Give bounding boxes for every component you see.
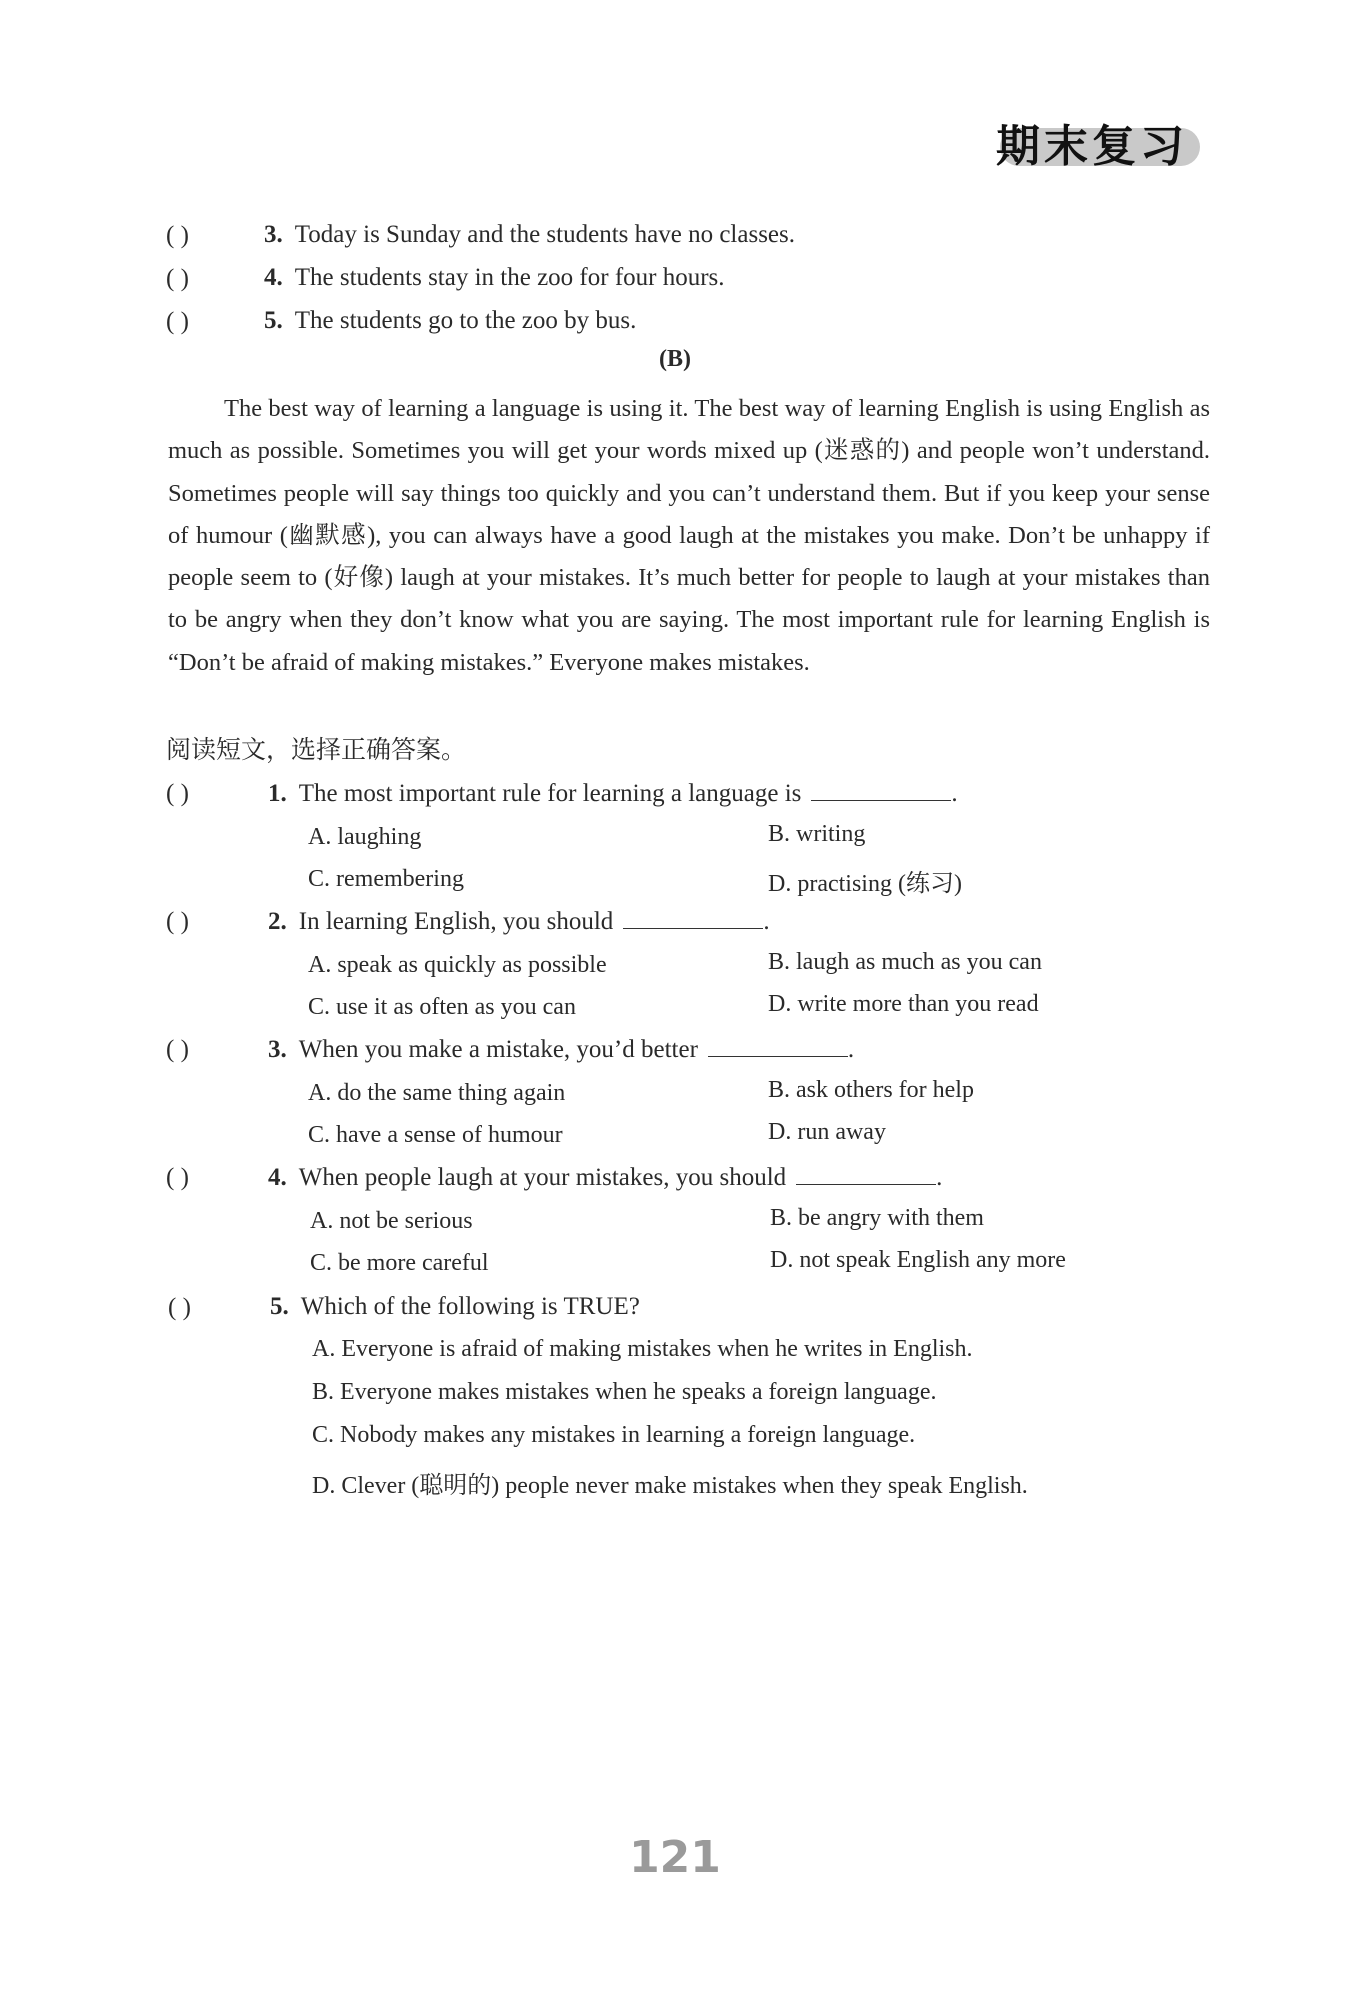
option-b[interactable]: B. laugh as much as you can bbox=[768, 949, 1042, 975]
answer-paren[interactable]: ( ) bbox=[166, 908, 189, 935]
question-number: 5. bbox=[270, 1293, 289, 1320]
option-d[interactable]: D. not speak English any more bbox=[770, 1247, 1066, 1273]
answer-blank[interactable] bbox=[623, 906, 763, 929]
answer-blank[interactable] bbox=[811, 778, 951, 801]
answer-paren[interactable]: ( ) bbox=[166, 265, 189, 292]
question-text: The students go to the zoo by bus. bbox=[294, 307, 637, 334]
answer-paren[interactable]: ( ) bbox=[166, 1164, 189, 1191]
answer-paren[interactable]: ( ) bbox=[166, 308, 189, 335]
page-number: 121 bbox=[629, 1832, 721, 1883]
option-a[interactable]: A. Everyone is afraid of making mistakes when he writes in English. bbox=[312, 1336, 973, 1362]
question-number: 1. bbox=[268, 780, 287, 807]
reading-passage bbox=[168, 388, 1210, 684]
answer-paren[interactable]: ( ) bbox=[166, 1036, 189, 1063]
option-a[interactable]: A. speak as quickly as possible bbox=[308, 952, 607, 978]
option-c[interactable]: C. remembering bbox=[308, 866, 464, 892]
question-number: 2. bbox=[268, 908, 287, 935]
question-text: In learning English, you should bbox=[298, 908, 614, 935]
question-number: 3. bbox=[268, 1036, 287, 1063]
option-d[interactable]: D. run away bbox=[768, 1119, 886, 1145]
question-text: Which of the following is TRUE? bbox=[300, 1293, 640, 1320]
passage-text: The best way of learning a language is using it. The best way of learning English is using English as much as possible. Sometimes you will get your words mixed up (迷惑的) and people won’t understand. Sometimes people will say things too quickly and you can’t understand them. But if you keep your sense of humour (幽默感), you can always have a good laugh at the mistakes you make. Don’t be unhappy if people seem to (好像) laugh at your mistakes. It’s much better for people to laugh at your mistakes than to be angry when they don’t know what you are saying. The most important rule for learning English is “Don’t be afraid of making mistakes.” Everyone makes mistakes. bbox=[168, 395, 1210, 676]
question-number: 3. bbox=[264, 221, 283, 248]
option-c[interactable]: C. Nobody makes any mistakes in learning a foreign language. bbox=[312, 1422, 916, 1448]
badge-text: 期末复习 bbox=[996, 121, 1188, 172]
question-number: 4. bbox=[264, 264, 283, 291]
section-b-title: (B) bbox=[659, 346, 691, 372]
option-a[interactable]: A. not be serious bbox=[310, 1208, 473, 1234]
option-d[interactable]: D. write more than you read bbox=[768, 991, 1039, 1017]
option-c[interactable]: C. be more careful bbox=[310, 1250, 489, 1276]
question-text: The most important rule for learning a language is bbox=[298, 780, 802, 807]
option-a[interactable]: A. laughing bbox=[308, 824, 422, 850]
answer-paren[interactable]: ( ) bbox=[168, 1294, 191, 1321]
question-text: When you make a mistake, you’d better bbox=[298, 1036, 698, 1063]
option-b[interactable]: B. ask others for help bbox=[768, 1077, 974, 1103]
option-d[interactable]: D. practising (练习) bbox=[768, 871, 962, 897]
answer-paren[interactable]: ( ) bbox=[166, 222, 189, 249]
question-text: When people laugh at your mistakes, you should bbox=[298, 1164, 787, 1191]
question-text: Today is Sunday and the students have no classes. bbox=[294, 221, 795, 248]
question-number: 4. bbox=[268, 1164, 287, 1191]
question-text: The students stay in the zoo for four hours. bbox=[294, 264, 725, 291]
answer-paren[interactable]: ( ) bbox=[166, 780, 189, 807]
instruction-text: 阅读短文，选择正确答案。 bbox=[166, 735, 467, 764]
answer-blank[interactable] bbox=[708, 1034, 848, 1057]
option-d[interactable]: D. Clever (聪明的) people never make mistakes when they speak English. bbox=[312, 1473, 1028, 1499]
option-c[interactable]: C. use it as often as you can bbox=[308, 994, 576, 1020]
option-b[interactable]: B. writing bbox=[768, 821, 866, 847]
review-badge bbox=[990, 110, 1200, 170]
answer-blank[interactable] bbox=[796, 1162, 936, 1185]
option-b[interactable]: B. be angry with them bbox=[770, 1205, 984, 1231]
option-c[interactable]: C. have a sense of humour bbox=[308, 1122, 563, 1148]
option-b[interactable]: B. Everyone makes mistakes when he speaks a foreign language. bbox=[312, 1379, 937, 1405]
question-number: 5. bbox=[264, 307, 283, 334]
option-a[interactable]: A. do the same thing again bbox=[308, 1080, 566, 1106]
